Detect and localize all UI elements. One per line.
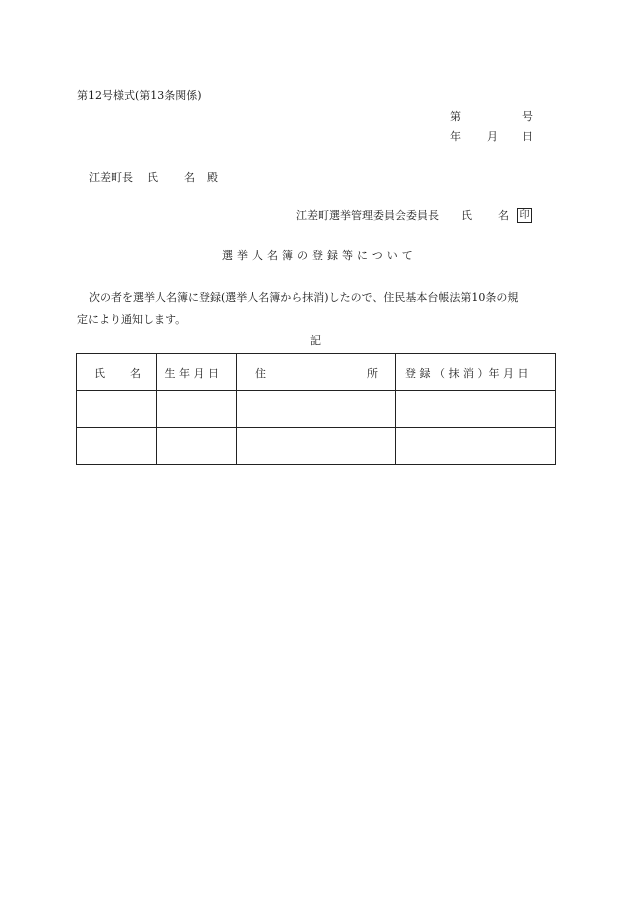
- form-number: 第12号様式(第13条関係): [77, 89, 202, 102]
- records-table: [76, 353, 556, 465]
- cell-registration-date[interactable]: [395, 391, 555, 428]
- ki-heading: 記: [310, 334, 321, 347]
- body-text-line-2: 定により通知します。: [77, 313, 187, 326]
- header-name: [77, 354, 157, 391]
- header-registration-date: [395, 354, 555, 391]
- table-header-row: [77, 354, 556, 391]
- cell-address[interactable]: [236, 428, 395, 465]
- header-address: [236, 354, 395, 391]
- addressee-mei: 名: [184, 171, 195, 184]
- table-row: [77, 428, 556, 465]
- doc-number-dai: 第: [450, 110, 461, 123]
- header-birthdate: [157, 354, 237, 391]
- header-name-shi: 氏: [94, 367, 105, 380]
- addressee-dono: 殿: [207, 171, 218, 184]
- cell-name[interactable]: [77, 391, 157, 428]
- body-text-line-1: 次の者を選挙人名簿に登録(選挙人名簿から抹消)したので、住民基本台帳法第10条の規: [89, 291, 519, 304]
- addressee-shi: 氏: [147, 171, 158, 184]
- header-name-mei: 名: [130, 367, 141, 380]
- header-address-sho: 所: [366, 367, 378, 380]
- document-title: 選挙人名簿の登録等について: [222, 249, 417, 262]
- sender-org: 江差町選挙管理委員会委員長: [296, 209, 439, 222]
- doc-number-go: 号: [522, 110, 533, 123]
- header-birthdate-label: 生 年 月 日: [164, 367, 219, 380]
- cell-birthdate[interactable]: [157, 428, 237, 465]
- date-day: 日: [522, 130, 533, 143]
- date-year: 年: [450, 130, 461, 143]
- seal-icon: 印: [517, 208, 532, 223]
- sender-mei: 名: [498, 209, 509, 222]
- table-row: [77, 391, 556, 428]
- header-address-ju: 住: [254, 367, 266, 380]
- addressee-town: 江差町長: [89, 171, 133, 184]
- cell-address[interactable]: [236, 391, 395, 428]
- header-registration-label: 登 録 （ 抹 消 ）年 月 日: [404, 367, 529, 380]
- cell-name[interactable]: [77, 428, 157, 465]
- date-month: 月: [487, 130, 498, 143]
- sender-shi: 氏: [461, 209, 472, 222]
- cell-birthdate[interactable]: [157, 391, 237, 428]
- cell-registration-date[interactable]: [395, 428, 555, 465]
